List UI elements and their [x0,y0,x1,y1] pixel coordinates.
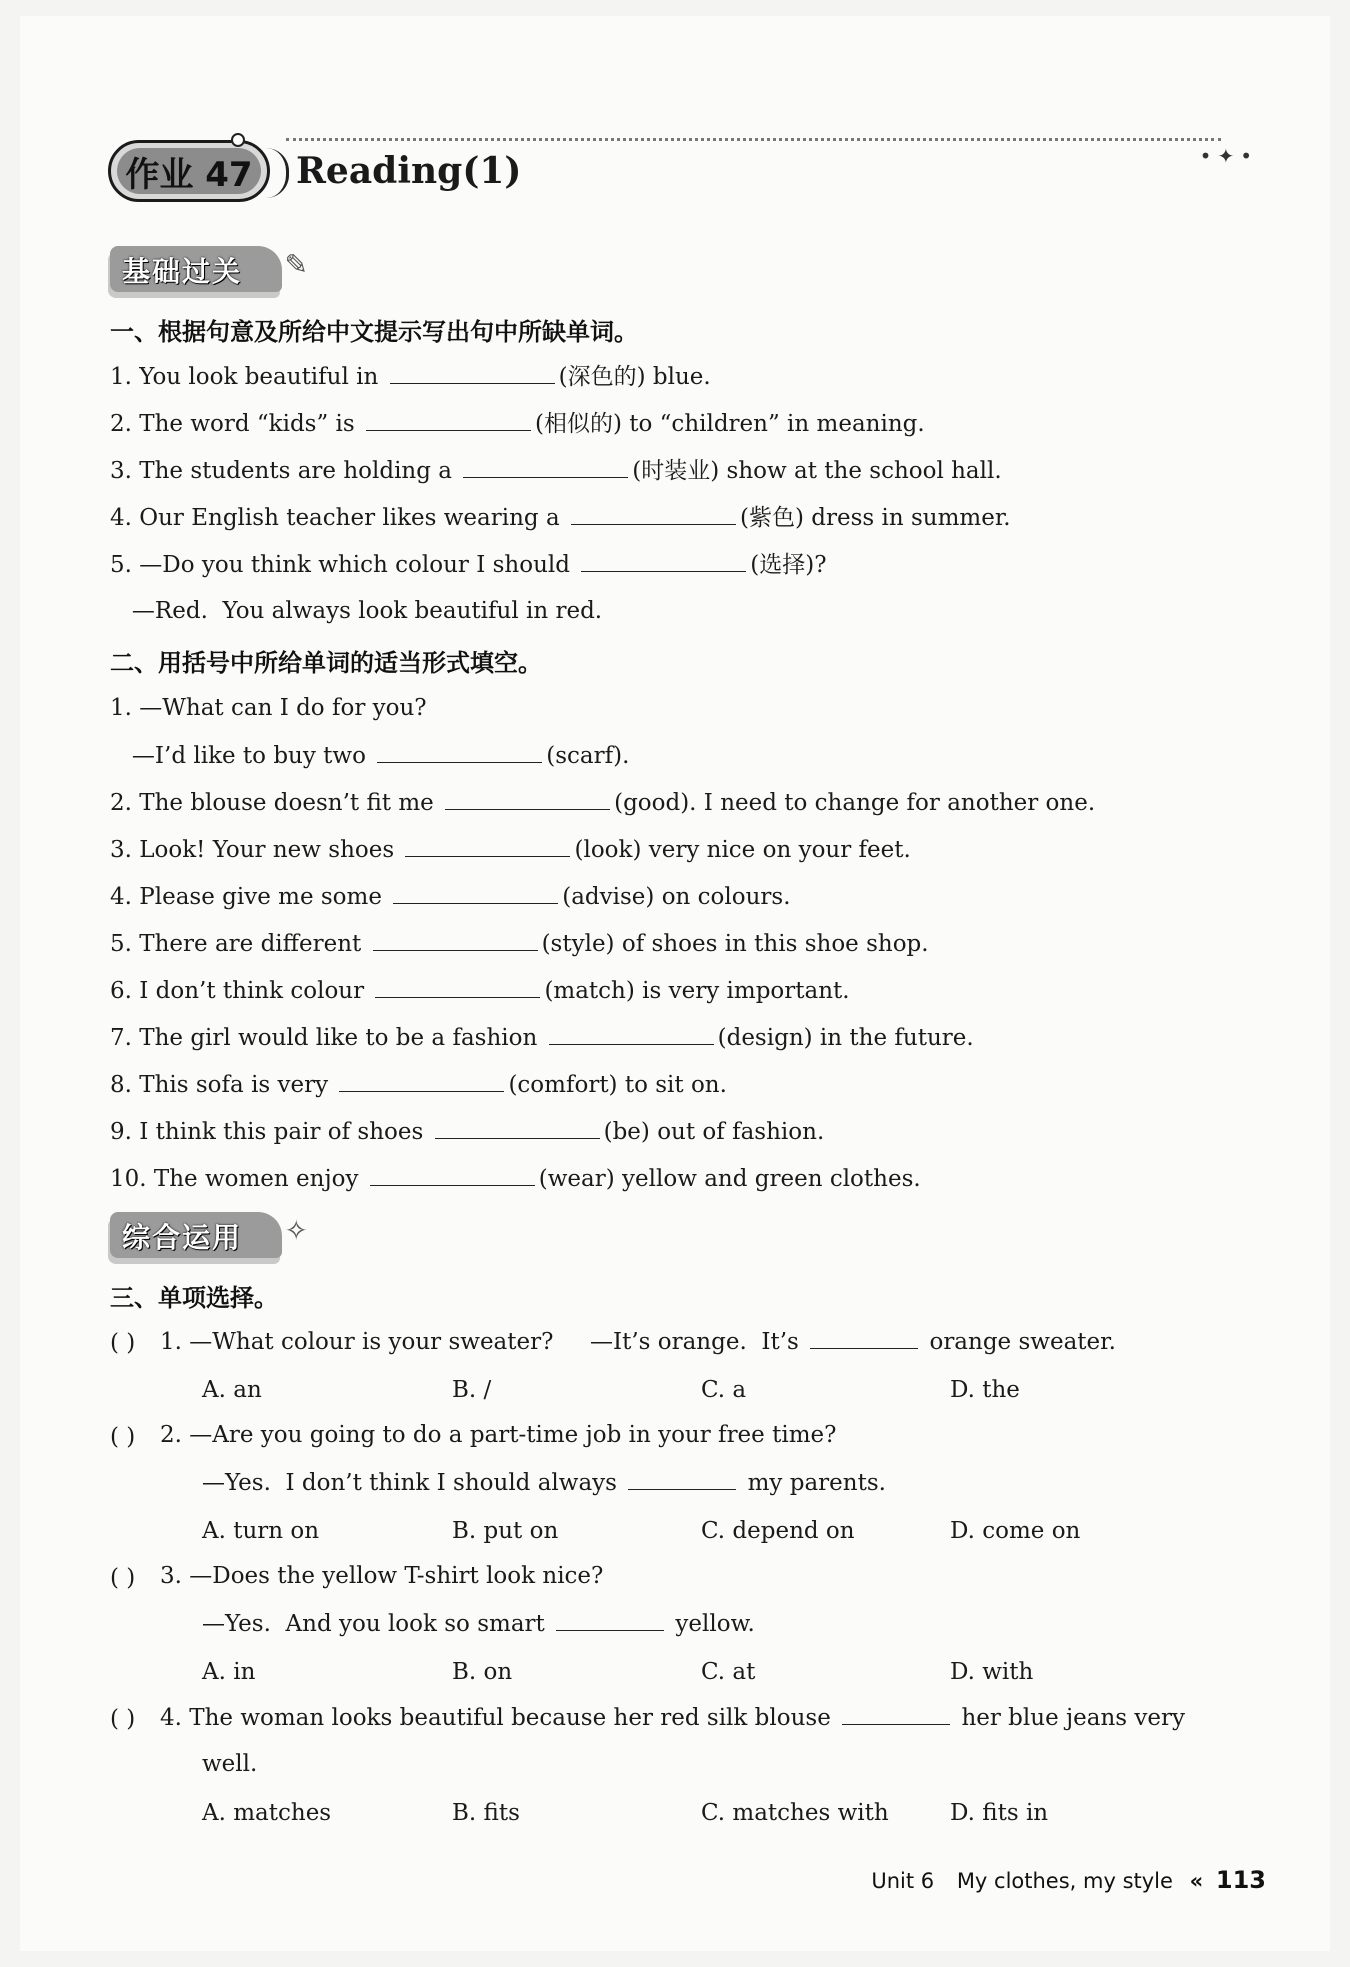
part2-item-2 [110,791,1095,815]
answer-blank[interactable] [463,459,628,478]
part2-item-5 [110,932,929,956]
part1-heading: 一、根据句意及所给中文提示写出句中所缺单词。 [110,318,638,346]
item-text: 9. I think this pair of shoes [110,1119,431,1145]
question-text-end: orange sweater. [922,1329,1116,1355]
section-label-text: 综合运用 [122,1221,243,1254]
mc-question-2-reply [202,1471,886,1495]
item-text: 8. This sofa is very [110,1072,336,1098]
item-hint: (advise) on colours. [562,884,791,910]
question-text: —Yes. I don’t think I should always [202,1470,625,1496]
answer-blank[interactable] [435,1120,600,1139]
part1-item-4 [110,506,1011,530]
option-d[interactable]: D. come on [950,1518,1081,1544]
mc-question-4-cont: well. [202,1751,258,1777]
sparkle-icon: •✦• [1199,144,1258,168]
item-text: 5. There are different [110,931,369,957]
part1-item-1 [110,365,711,389]
page-footer [871,1866,1266,1894]
question-text-end: her blue jeans very [954,1705,1185,1731]
footer-title: My clothes, my style [956,1869,1173,1893]
part2-item-6 [110,979,850,1003]
part1-item-5-reply: —Red. You always look beautiful in red. [110,598,603,624]
section-label-comprehensive [110,1212,308,1258]
question-text-end: yellow. [668,1611,755,1637]
page-title: Reading(1) [296,150,522,192]
answer-blank[interactable] [445,791,610,810]
answer-paren[interactable]: ( ) [110,1706,136,1732]
star-icon: ✧ [284,1214,308,1247]
option-b[interactable]: B. on [452,1659,513,1685]
answer-paren[interactable]: ( ) [110,1565,136,1591]
question-text: —Yes. And you look so smart [202,1611,553,1637]
option-c[interactable]: C. at [701,1659,756,1685]
mc-question-2: 2. —Are you going to do a part-time job in your free time? [160,1422,837,1448]
item-text: 4. Please give me some [110,884,390,910]
answer-paren[interactable]: ( ) [110,1424,136,1450]
page-header [108,140,1268,210]
part2-item-1: 1. —What can I do for you? [110,695,427,721]
item-hint: (look) very nice on your feet. [574,837,911,863]
item-hint: (wear) yellow and green clothes. [538,1166,921,1192]
answer-blank[interactable] [375,979,540,998]
part2-item-3 [110,838,911,862]
option-c[interactable]: C. depend on [701,1518,855,1544]
option-c[interactable]: C. a [701,1377,747,1403]
dotted-line [286,138,1221,141]
option-a[interactable]: A. in [202,1659,256,1685]
pencil-icon: ✎ [284,248,308,281]
item-hint: (scarf). [546,743,630,769]
part2-heading: 二、用括号中所给单词的适当形式填空。 [110,649,542,677]
item-hint: (时装业) show at the school hall. [632,458,1002,484]
part3-heading: 三、单项选择。 [110,1284,278,1312]
answer-blank[interactable] [556,1612,664,1631]
item-text: —I’d like to buy two [110,743,374,769]
part2-item-4 [110,885,791,909]
item-hint: (match) is very important. [544,978,850,1004]
answer-blank[interactable] [549,1026,714,1045]
part1-item-5 [110,553,827,577]
part2-item-8 [110,1073,727,1097]
part2-item-9 [110,1120,824,1144]
footer-unit: Unit 6 [871,1869,935,1893]
part2-item-10 [110,1167,921,1191]
homework-number: 作业 47 [117,148,261,194]
item-text: 3. Look! Your new shoes [110,837,402,863]
option-d[interactable]: D. the [950,1377,1020,1403]
answer-blank[interactable] [405,838,570,857]
part2-item-1-reply [110,744,629,768]
question-text: 4. The woman looks beautiful because her red silk blouse [160,1705,839,1731]
section-label-text: 基础过关 [122,255,243,288]
item-hint: (design) in the future. [717,1025,974,1051]
mc-question-3: 3. —Does the yellow T-shirt look nice? [160,1563,604,1589]
item-hint: (选择)? [750,552,827,578]
item-text: 6. I don’t think colour [110,978,372,1004]
answer-blank[interactable] [339,1073,504,1092]
answer-blank[interactable] [366,412,531,431]
double-chevron-left-icon: « [1189,1869,1204,1893]
item-hint: (good). I need to change for another one. [614,790,1096,816]
answer-blank[interactable] [842,1706,950,1725]
answer-blank[interactable] [373,932,538,951]
answer-blank[interactable] [571,506,736,525]
option-a[interactable]: A. an [202,1377,262,1403]
item-hint: (紫色) dress in summer. [739,505,1011,531]
workbook-page [20,16,1330,1951]
answer-paren[interactable]: ( ) [110,1330,136,1356]
page-number: 113 [1215,1866,1266,1894]
question-text-end: my parents. [740,1470,886,1496]
mc-question-3-reply [202,1612,755,1636]
item-hint: (相似的) to “children” in meaning. [535,411,925,437]
option-d[interactable]: D. fits in [950,1800,1049,1826]
answer-blank[interactable] [370,1167,535,1186]
badge-dot [231,133,245,147]
item-text: 2. The word “kids” is [110,411,363,437]
answer-blank[interactable] [390,365,555,384]
option-b[interactable]: B. fits [452,1800,520,1826]
item-hint: (comfort) to sit on. [508,1072,727,1098]
item-hint: (深色的) blue. [558,364,711,390]
option-a[interactable]: A. turn on [202,1518,320,1544]
item-text: 1. You look beautiful in [110,364,386,390]
mc-question-4 [160,1706,1185,1730]
item-text: 4. Our English teacher likes wearing a [110,505,567,531]
badge-arc [266,148,289,198]
item-hint: (style) of shoes in this shoe shop. [541,931,929,957]
item-text: 3. The students are holding a [110,458,460,484]
item-hint: (be) out of fashion. [603,1119,825,1145]
homework-badge [108,140,270,202]
answer-blank[interactable] [581,553,746,572]
answer-blank[interactable] [810,1330,918,1349]
part2-item-7 [110,1026,974,1050]
mc-question-1 [160,1330,1116,1354]
option-b[interactable]: B. put on [452,1518,559,1544]
answer-blank[interactable] [377,744,542,763]
answer-blank[interactable] [628,1471,736,1490]
answer-blank[interactable] [393,885,558,904]
item-text: 2. The blouse doesn’t fit me [110,790,442,816]
part1-item-2 [110,412,925,436]
item-text: 5. —Do you think which colour I should [110,552,578,578]
option-b[interactable]: B. / [452,1377,492,1403]
option-d[interactable]: D. with [950,1659,1034,1685]
item-text: 10. The women enjoy [110,1166,366,1192]
section-label-basic [110,246,308,292]
question-text: 1. —What colour is your sweater? —It’s orange. It’s [160,1329,807,1355]
option-a[interactable]: A. matches [202,1800,332,1826]
item-text: 7. The girl would like to be a fashion [110,1025,545,1051]
part1-item-3 [110,459,1002,483]
option-c[interactable]: C. matches with [701,1800,889,1826]
